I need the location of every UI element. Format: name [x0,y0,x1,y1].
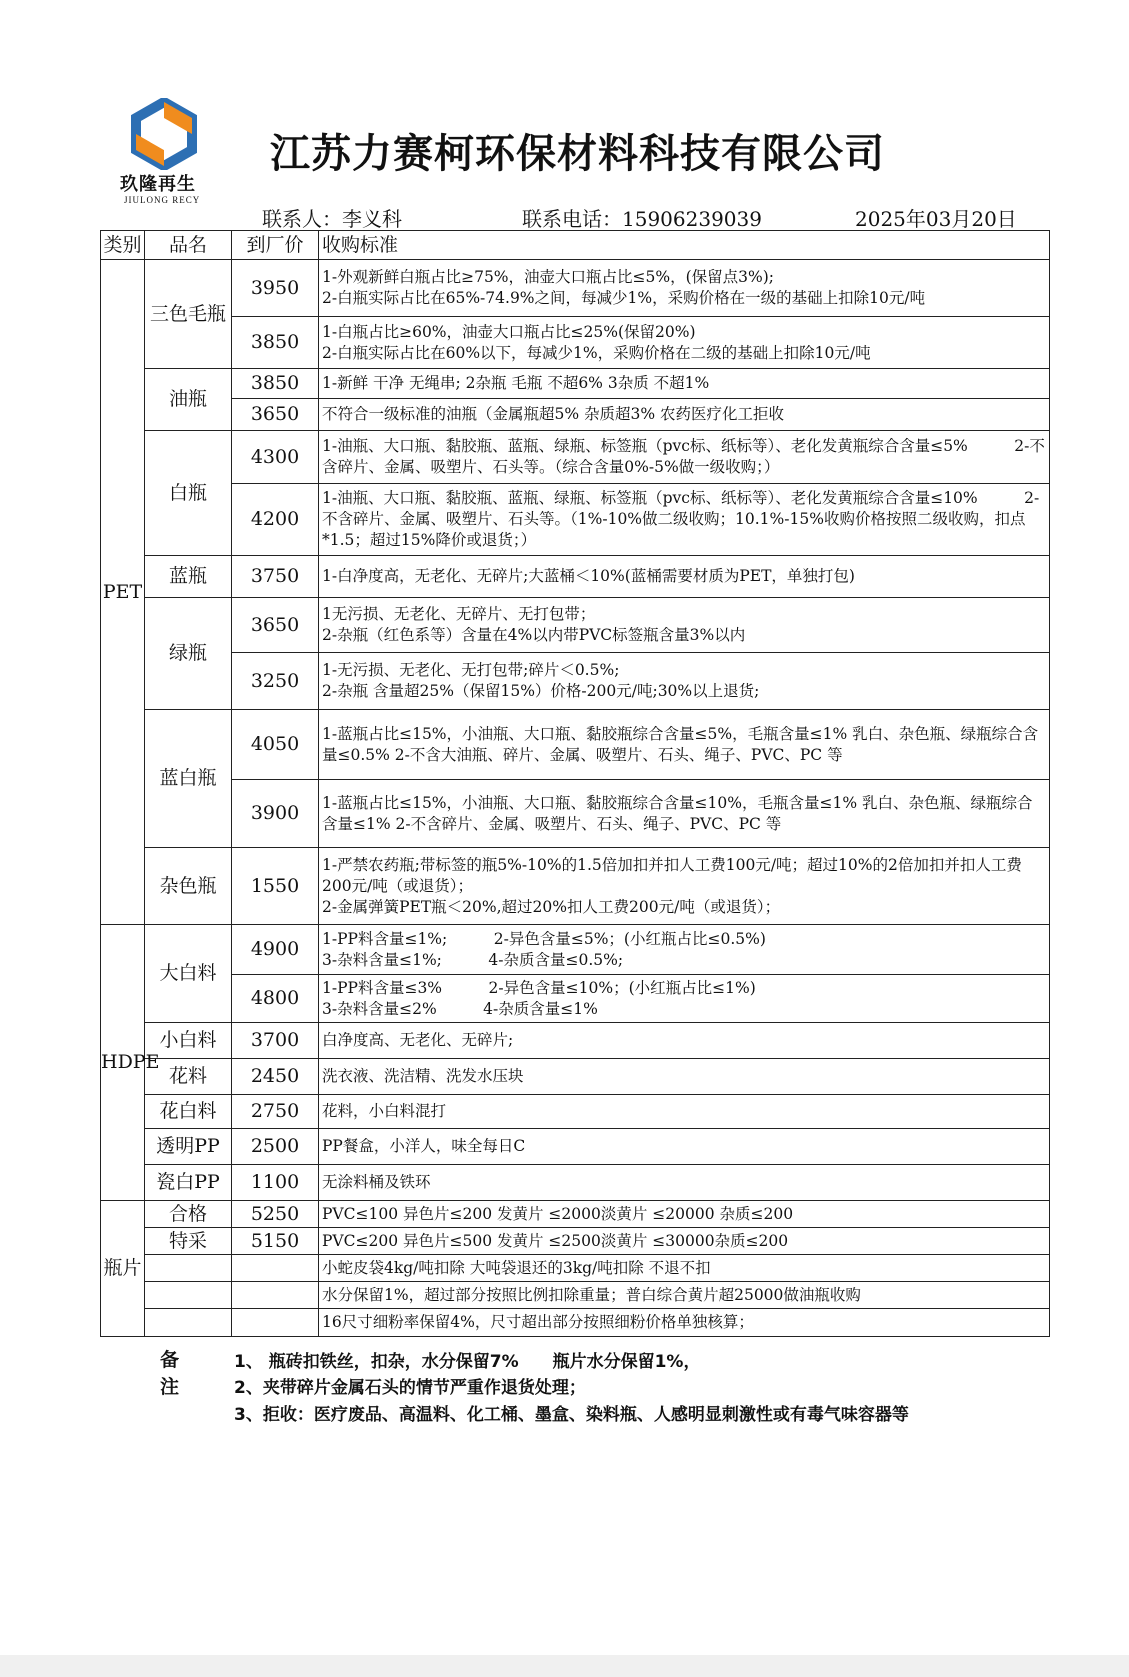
price-table [100,230,1050,1337]
product-price: 4300 [232,431,319,484]
product-price: 1550 [232,848,319,925]
purchase-standard: 白净度高、无老化、无碎片; [319,1023,1050,1059]
product-name: 蓝瓶 [145,556,232,598]
product-price: 2450 [232,1059,319,1095]
table-row [101,431,1050,484]
note-line: 3、拒收：医疗废品、高温料、化工桶、墨盒、染料瓶、人感明显刺激性或有毒气味容器等 [234,1405,909,1425]
table-row [101,1228,1050,1255]
table-row [101,1255,1050,1282]
purchase-standard: 1-严禁农药瓶;带标签的瓶5%-10%的1.5倍加扣并扣人工费100元/吨；超过10%的2倍加扣并扣人工费200元/吨（或退货）； 2-金属弹簧PET瓶＜20%,超过20%扣人工费200元/吨（或退货）； [319,848,1050,925]
product-name: 三色毛瓶 [145,260,232,369]
table-row [101,710,1050,780]
product-name [145,1255,232,1282]
note-line: 2、夹带碎片金属石头的情节严重作退货处理； [234,1378,586,1398]
product-price: 5150 [232,1228,319,1255]
product-price: 3850 [232,317,319,369]
product-name [145,1309,232,1337]
product-price: 2750 [232,1095,319,1129]
notes-label: 备注 [160,1349,180,1398]
product-name: 合格 [145,1201,232,1228]
header-price: 到厂价 [232,231,319,260]
table-header-row [101,231,1050,260]
table-row [101,1309,1050,1337]
product-name: 杂色瓶 [145,848,232,925]
company-title: 江苏力赛柯环保材料科技有限公司 [270,131,885,177]
purchase-standard: 1-蓝瓶占比≤15%，小油瓶、大口瓶、黏胶瓶综合含量≤5%，毛瓶含量≤1% 乳白、杂色瓶、绿瓶综合含量≤0.5% 2-不含大油瓶、碎片、金属、吸塑片、石头、绳子、PVC、PC 等 [319,710,1050,780]
table-row [101,1129,1050,1165]
table-row [101,317,1050,369]
product-name: 透明PP [145,1129,232,1165]
bottom-bar [0,1655,1129,1677]
purchase-standard: 无涂料桶及铁环 [319,1165,1050,1201]
logo-chinese-name: 玖隆再生 [120,174,196,195]
purchase-standard: PVC≤200 异色片≤500 发黄片 ≤2500淡黄片 ≤30000杂质≤200 [319,1228,1050,1255]
purchase-standard: 不符合一级标准的油瓶（金属瓶超5% 杂质超3% 农药医疗化工拒收 [319,399,1050,431]
product-name: 花白料 [145,1095,232,1129]
table-row [101,780,1050,848]
purchase-standard: PP餐盒，小洋人，味全每日C [319,1129,1050,1165]
product-price: 3650 [232,598,319,653]
purchase-standard: 1无污损、无老化、无碎片、无打包带； 2-杂瓶（红色系等）含量在4%以内带PVC标签瓶含量3%以内 [319,598,1050,653]
product-price [232,1282,319,1309]
contact-phone: 联系电话：15906239039 [522,207,762,231]
purchase-standard: 1-PP料含量≤3% 2-异色含量≤10%；(小红瓶占比≤1%) 3-杂料含量≤2% 4-杂质含量≤1% [319,975,1050,1023]
product-price: 4050 [232,710,319,780]
table-row [101,1095,1050,1129]
table-row [101,1059,1050,1095]
table-row [101,653,1050,710]
purchase-standard: 1-无污损、无老化、无打包带;碎片＜0.5%; 2-杂瓶 含量超25%（保留15%）价格-200元/吨;30%以上退货; [319,653,1050,710]
table-row [101,975,1050,1023]
purchase-standard: 水分保留1%，超过部分按照比例扣除重量；普白综合黄片超25000做油瓶收购 [319,1282,1050,1309]
purchase-standard: 1-白净度高，无老化、无碎片;大蓝桶＜10%(蓝桶需要材质为PET，单独打包) [319,556,1050,598]
product-price: 3700 [232,1023,319,1059]
table-row [101,598,1050,653]
table-row [101,260,1050,317]
purchase-standard: 花料，小白料混打 [319,1095,1050,1129]
purchase-standard: 1-外观新鲜白瓶占比≥75%，油壶大口瓶占比≤5%，(保留点3%); 2-白瓶实际占比在65%-74.9%之间，每减少1%，采购价格在一级的基础上扣除10元/吨 [319,260,1050,317]
product-price: 3950 [232,260,319,317]
header-name: 品名 [145,231,232,260]
purchase-standard: 小蛇皮袋4kg/吨扣除 大吨袋退还的3kg/吨扣除 不退不扣 [319,1255,1050,1282]
product-name: 瓷白PP [145,1165,232,1201]
product-price [232,1309,319,1337]
document-date: 2025年03月20日 [855,207,1017,231]
category-flakes: 瓶片 [101,1201,145,1337]
product-name: 特采 [145,1228,232,1255]
company-logo-icon [128,98,200,170]
purchase-standard: 16尺寸细粉率保留4%，尺寸超出部分按照细粉价格单独核算； [319,1309,1050,1337]
product-name: 小白料 [145,1023,232,1059]
table-row [101,556,1050,598]
logo-english-name: JIULONG RECY [124,195,201,205]
product-name: 蓝白瓶 [145,710,232,848]
purchase-standard: 1-油瓶、大口瓶、黏胶瓶、蓝瓶、绿瓶、标签瓶（pvc标、纸标等）、老化发黄瓶综合含量≤10% 2-不含碎片、金属、吸塑片、石头等。（1%-10%做二级收购；10.1%-15%收购价格按照二级收购，扣点*1.5；超过15%降价或退货；） [319,484,1050,556]
product-price: 4200 [232,484,319,556]
table-row [101,1023,1050,1059]
product-name [145,1282,232,1309]
purchase-standard: PVC≤100 异色片≤200 发黄片 ≤2000淡黄片 ≤20000 杂质≤200 [319,1201,1050,1228]
product-price [232,1255,319,1282]
product-price: 3900 [232,780,319,848]
purchase-standard: 1-蓝瓶占比≤15%，小油瓶、大口瓶、黏胶瓶综合含量≤10%，毛瓶含量≤1% 乳白、杂色瓶、绿瓶综合含量≤1% 2-不含碎片、金属、吸塑片、石头、绳子、PVC、PC 等 [319,780,1050,848]
product-name: 花料 [145,1059,232,1095]
product-name: 油瓶 [145,369,232,431]
purchase-standard: 1-新鲜 干净 无绳串; 2杂瓶 毛瓶 不超6% 3杂质 不超1% [319,369,1050,399]
product-price: 2500 [232,1129,319,1165]
table-row [101,369,1050,399]
contact-person: 联系人：李义科 [262,207,402,231]
purchase-standard: 洗衣液、洗洁精、洗发水压块 [319,1059,1050,1095]
purchase-standard: 1-PP料含量≤1%; 2-异色含量≤5%；(小红瓶占比≤0.5%) 3-杂料含量≤1%; 4-杂质含量≤0.5%; [319,925,1050,975]
purchase-standard: 1-油瓶、大口瓶、黏胶瓶、蓝瓶、绿瓶、标签瓶（pvc标、纸标等）、老化发黄瓶综合含量≤5% 2-不含碎片、金属、吸塑片、石头等。（综合含量0%-5%做一级收购；） [319,431,1050,484]
product-name: 绿瓶 [145,598,232,710]
product-name: 白瓶 [145,431,232,556]
category-pet: PET [101,260,145,925]
product-price: 4900 [232,925,319,975]
category-hdpe: HDPE [101,925,145,1201]
product-price: 1100 [232,1165,319,1201]
product-price: 4800 [232,975,319,1023]
header-standard: 收购标准 [319,231,1050,260]
header-category: 类别 [101,231,145,260]
product-name: 大白料 [145,925,232,1023]
table-row [101,1282,1050,1309]
table-row [101,399,1050,431]
table-row [101,1165,1050,1201]
product-price: 3750 [232,556,319,598]
note-line: 1、 瓶砖扣铁丝，扣杂，水分保留7% 瓶片水分保留1%， [234,1352,701,1372]
purchase-standard: 1-白瓶占比≥60%，油壶大口瓶占比≤25%(保留20%) 2-白瓶实际占比在60%以下，每减少1%，采购价格在二级的基础上扣除10元/吨 [319,317,1050,369]
product-price: 3250 [232,653,319,710]
table-row [101,1201,1050,1228]
product-price: 3850 [232,369,319,399]
product-price: 5250 [232,1201,319,1228]
product-price: 3650 [232,399,319,431]
table-row [101,925,1050,975]
table-row [101,848,1050,925]
table-row [101,484,1050,556]
